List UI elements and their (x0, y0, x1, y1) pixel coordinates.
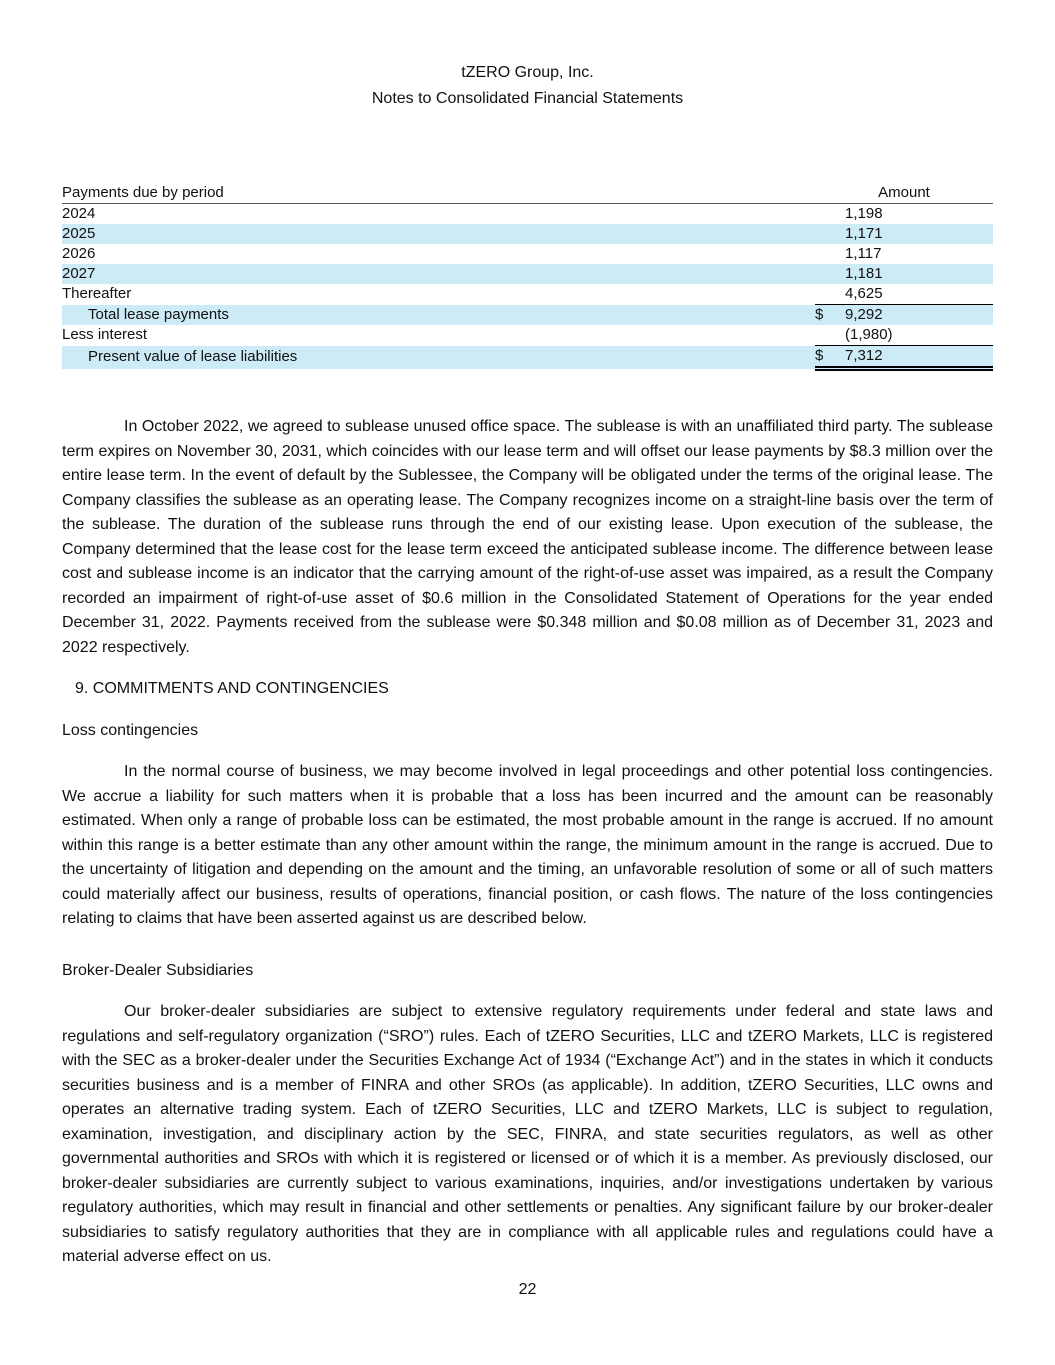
row-amount: 7,312 (845, 346, 993, 369)
row-label: 2024 (62, 205, 96, 222)
table-row (62, 244, 993, 264)
dollar-sign: $ (815, 305, 845, 326)
row-label: Less interest (62, 326, 148, 344)
table-row-total (62, 305, 993, 326)
table-row (62, 325, 993, 346)
sublease-paragraph: In October 2022, we agreed to sublease unused office space. The sublease is with an unaffiliated third party. The sublease term expires on November 30, 2031, which coincides with our lease term and will offset our lease payments by $8.3 million over the entire lease term. In the event of default by the Sublessee, the Company will be obligated under the terms of the original lease. The Company classifies the sublease as an operating lease. The Company recognizes income on a straight-line basis over the term of the sublease. The duration of the sublease runs through the end of our existing lease. Upon execution of the sublease, the Company determined that the lease cost for the lease term exceed the anticipated sublease income. The difference between lease cost and sublease income is an indicator that the carrying amount of the right-of-use asset was impaired, as a result the Company recorded an impairment of right-of-use asset of $0.6 million in the Consolidated Statement of Operations for the year ended December 31, 2022. Payments received from the sublease were $0.348 million and $0.08 million as of December 31, 2023 and 2022 respectively. (62, 418, 993, 656)
row-amount: 9,292 (845, 305, 993, 326)
dollar-sign (815, 244, 845, 264)
dollar-sign: $ (815, 346, 845, 369)
document-header (62, 0, 993, 112)
table-row (62, 284, 993, 305)
dollar-sign (815, 325, 845, 346)
commitments-section-heading: 9. COMMITMENTS AND CONTINGENCIES (75, 680, 389, 697)
column-header-amount: Amount (815, 183, 993, 204)
table-row (62, 224, 993, 244)
table-row (62, 264, 993, 284)
row-amount: 1,117 (845, 245, 882, 262)
dollar-sign (815, 204, 845, 225)
table-row (62, 204, 993, 225)
loss-contingencies-paragraph: In the normal course of business, we may become involved in legal proceedings and other potential loss contingencies. We accrue a liability for such matters when it is probable that a loss has been incurred and the amount can be reasonably estimated. When only a range of probable loss can be estimated, the most probable amount in the range is accrued. If no amount within this range is a better estimate than any other amount within the range, the minimum amount in the range is accrued. Due to the uncertainty of litigation and depending on the amount and the timing, an unfavorable resolution of some or all of such matters could materially affect our business, results of operations, financial position, or cash flows. The nature of the loss contingencies relating to claims that have been asserted against us are described below. (62, 763, 993, 927)
row-amount: 1,198 (845, 205, 883, 222)
dollar-sign (815, 264, 845, 284)
row-amount: (1,980) (845, 325, 993, 346)
row-amount: 4,625 (845, 284, 993, 305)
broker-dealer-paragraph: Our broker-dealer subsidiaries are subject to extensive regulatory requirements under federal and state laws and regulations and self-regulatory organization (“SRO”) rules. Each of tZERO Securities, LLC and tZERO Markets, LLC is registered with the SEC as a broker-dealer under the Securities Exchange Act of 1934 (“Exchange Act”) and in the states in which it conducts securities business and is a member of FINRA and other SROs (as applicable). In addition, tZERO Securities, LLC owns and operates an alternative trading system. Each of tZERO Securities, LLC and tZERO Markets, LLC is subject to regulation, examination, investigation, and disciplinary action by the SEC, FINRA, and state securities regulators, as well as other governmental authorities and SROs with which it is registered or licensed or of which it is a member. As previously disclosed, our broker-dealer subsidiaries are currently subject to various examinations, inquiries, and/or investigations undertaken by various regulatory authorities, which may result in financial and other settlements or penalties. Any significant failure by our broker-dealer subsidiaries to satisfy regulatory authorities that they are in compliance with all applicable rules and regulations could have a material adverse effect on us. (62, 1003, 993, 1265)
company-name: tZERO Group, Inc. (461, 64, 594, 81)
row-amount: 1,181 (845, 264, 993, 284)
table-row-present-value (62, 346, 993, 369)
row-amount: 1,171 (845, 224, 993, 244)
row-label: Present value of lease liabilities (62, 346, 815, 369)
document-title: Notes to Consolidated Financial Statements (371, 90, 684, 107)
row-label: 2026 (62, 245, 96, 262)
row-label: Thereafter (62, 285, 132, 303)
lease-payments-table (62, 183, 993, 371)
table-header-row (62, 183, 993, 204)
row-label: Total lease payments (62, 305, 815, 326)
row-label: 2027 (62, 264, 815, 284)
row-label: 2025 (62, 224, 815, 244)
column-header-period: Payments due by period (62, 183, 815, 204)
page-number: 22 (518, 1280, 537, 1298)
dollar-sign (815, 284, 845, 305)
dollar-sign (815, 224, 845, 244)
broker-dealer-heading: Broker-Dealer Subsidiaries (62, 961, 254, 979)
loss-contingencies-heading: Loss contingencies (62, 721, 199, 739)
